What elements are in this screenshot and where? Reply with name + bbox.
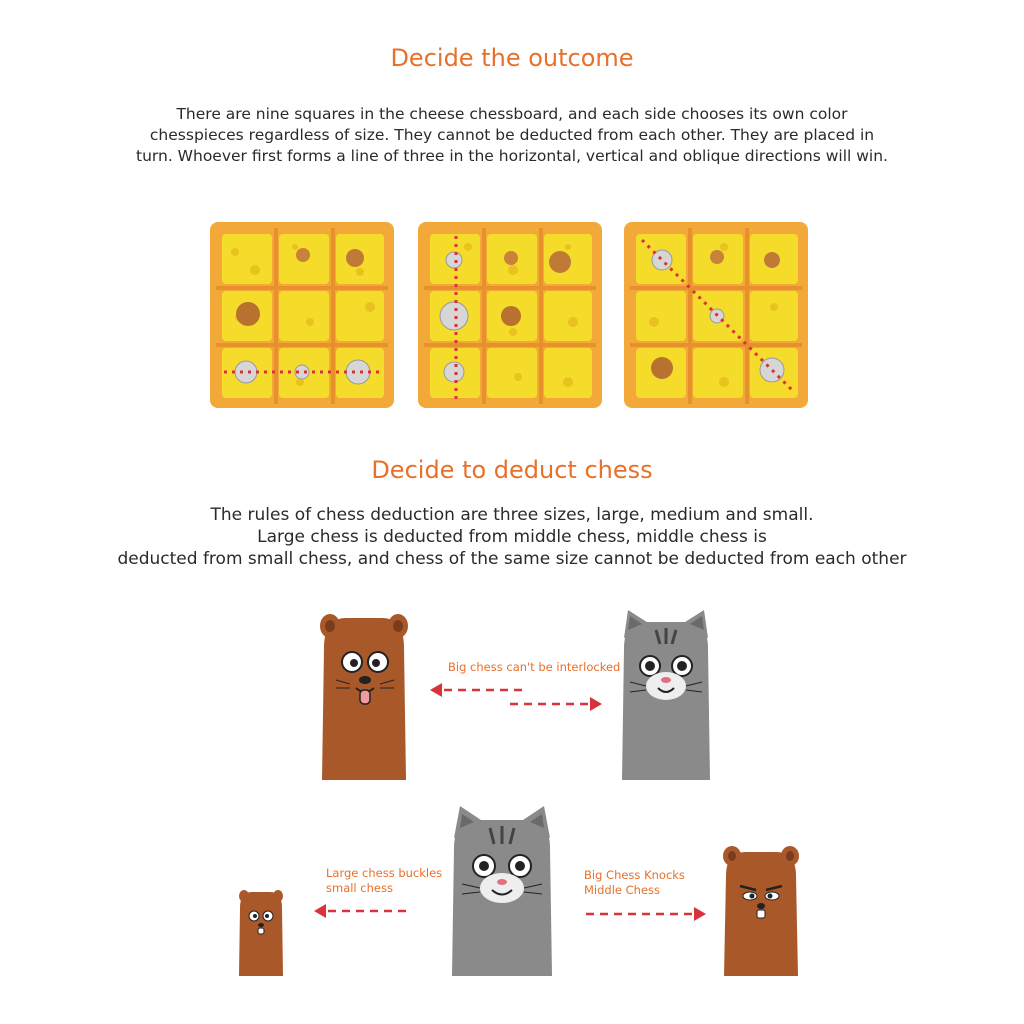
- cheese-board-horizontal-win: [210, 222, 394, 408]
- cheese-board-vertical-win: [418, 222, 602, 408]
- deduct-paragraph: [0, 504, 1024, 570]
- big-cat-piece: [616, 608, 716, 780]
- big-hamster-piece: [316, 608, 412, 780]
- note-large-small: [326, 866, 442, 896]
- deduct-line-2: Large chess is deducted from middle chess, middle chess is: [257, 527, 767, 547]
- arrow-right-icon: [508, 696, 604, 712]
- section-title-outcome: Decide the outcome: [390, 44, 634, 72]
- note-big-middle-line-1: Big Chess Knocks: [584, 868, 685, 882]
- section-title-deduct: Decide to deduct chess: [371, 456, 653, 484]
- note-big-middle: [584, 868, 685, 898]
- medium-hamster-piece: [720, 842, 802, 976]
- outcome-line-1: There are nine squares in the cheese chessboard, and each side chooses its own color: [176, 105, 848, 123]
- deduct-line-3: deducted from small chess, and chess of the same size cannot be deducted from each other: [117, 549, 907, 569]
- note-big-middle-line-2: Middle Chess: [584, 883, 661, 897]
- note-big-same: Big chess can't be interlocked: [448, 660, 621, 674]
- outcome-line-2: chesspieces regardless of size. They cannot be deducted from each other. They are placed in: [149, 126, 875, 144]
- arrow-right-icon: [584, 906, 708, 922]
- medium-cat-piece: [446, 804, 558, 976]
- outcome-paragraph: [0, 104, 1024, 167]
- note-large-small-line-2: small chess: [326, 881, 393, 895]
- outcome-line-3: turn. Whoever first forms a line of three in the horizontal, vertical and oblique directions will win.: [136, 147, 888, 165]
- note-large-small-line-1: Large chess buckles: [326, 866, 443, 880]
- arrow-left-icon: [312, 903, 408, 919]
- cheese-board-diagonal-win: [624, 222, 808, 408]
- deduct-line-1: The rules of chess deduction are three sizes, large, medium and small.: [210, 505, 814, 525]
- small-hamster-piece: [236, 886, 286, 976]
